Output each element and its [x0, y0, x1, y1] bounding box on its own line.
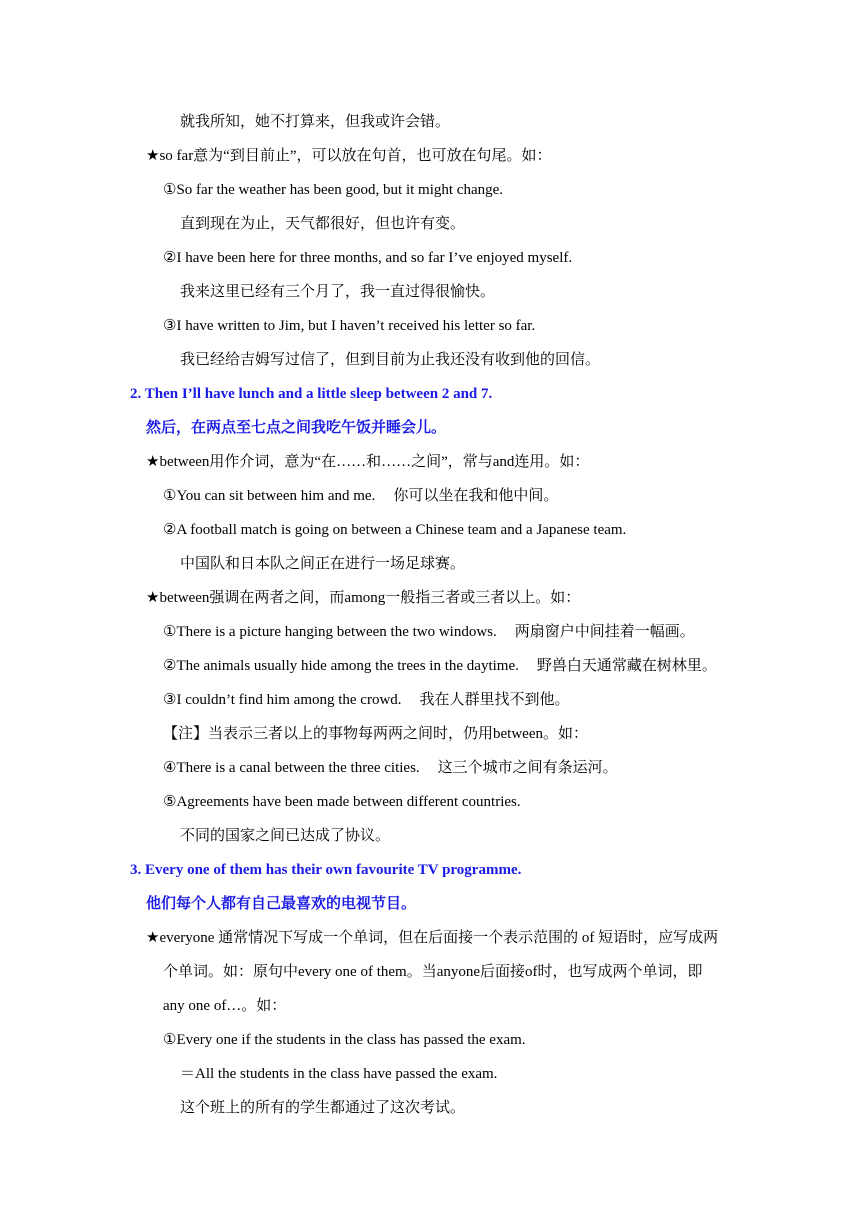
translation-line: 我来这里已经有三个月了，我一直过得很愉快。 — [180, 284, 496, 300]
translation-line: 我已经给吉姆写过信了，但到目前为止我还没有收到他的回信。 — [180, 352, 601, 368]
note-between-among: ★between强调在两者之间，而among一般指三者或三者以上。如： — [146, 590, 581, 606]
example-line: ＝All the students in the class have passed the exam. — [180, 1066, 498, 1082]
example-chinese: 野兽白天通常藏在树林里。 — [536, 658, 717, 674]
note-everyone-cont: 个单词。如：原句中every one of them。当anyone后面接of时，也写成两个单词，即 — [163, 964, 703, 980]
example-line: ②I have been here for three months, and so far I’ve enjoyed myself. — [163, 250, 573, 266]
note-so-far: ★so far意为“到目前止”，可以放在句首，也可放在句尾。如： — [146, 148, 552, 164]
example-line — [163, 622, 695, 642]
example-english: ①You can sit between him and me. — [163, 488, 376, 504]
example-chinese: 你可以坐在我和他中间。 — [393, 488, 559, 504]
example-line — [163, 758, 618, 778]
note-remark: 【注】当表示三者以上的事物每两两之间时，仍用between。如： — [163, 726, 588, 742]
translation-line: 就我所知，她不打算来，但我或许会错。 — [180, 114, 451, 130]
translation-line: 中国队和日本队之间正在进行一场足球赛。 — [180, 556, 466, 572]
section-heading-2-translation: 然后，在两点至七点之间我吃午饭并睡会儿。 — [146, 420, 447, 436]
example-line: ①So far the weather has been good, but it might change. — [163, 182, 504, 198]
translation-line: 这个班上的所有的学生都通过了这次考试。 — [180, 1100, 466, 1116]
note-everyone: ★everyone 通常情况下写成一个单词，但在后面接一个表示范围的 of 短语时，应写成两 — [146, 930, 719, 946]
example-chinese: 我在人群里找不到他。 — [419, 692, 570, 708]
example-line — [163, 486, 558, 506]
example-english: ④There is a canal between the three cities. — [163, 760, 420, 776]
note-everyone-cont: any one of…。如： — [163, 998, 287, 1014]
example-line — [163, 656, 717, 676]
example-line: ①Every one if the students in the class has passed the exam. — [163, 1032, 526, 1048]
example-english: ①There is a picture hanging between the two windows. — [163, 624, 497, 640]
example-line: ⑤Agreements have been made between different countries. — [163, 794, 521, 810]
section-heading-2: 2. Then I’ll have lunch and a little sleep between 2 and 7. — [130, 386, 493, 402]
example-chinese: 两扇窗户中间挂着一幅画。 — [514, 624, 695, 640]
example-line — [163, 690, 570, 710]
example-english: ③I couldn’t find him among the crowd. — [163, 692, 402, 708]
note-between: ★between用作介词，意为“在……和……之间”，常与and连用。如： — [146, 454, 590, 470]
section-heading-3: 3. Every one of them has their own favourite TV programme. — [130, 862, 522, 878]
section-heading-3-translation: 他们每个人都有自己最喜欢的电视节目。 — [146, 896, 417, 912]
translation-line: 不同的国家之间已达成了协议。 — [180, 828, 391, 844]
example-line: ③I have written to Jim, but I haven’t received his letter so far. — [163, 318, 536, 334]
example-chinese: 这三个城市之间有条运河。 — [437, 760, 618, 776]
translation-line: 直到现在为止，天气都很好，但也许有变。 — [180, 216, 466, 232]
example-line: ②A football match is going on between a Chinese team and a Japanese team. — [163, 522, 627, 538]
example-english: ②The animals usually hide among the trees in the daytime. — [163, 658, 519, 674]
